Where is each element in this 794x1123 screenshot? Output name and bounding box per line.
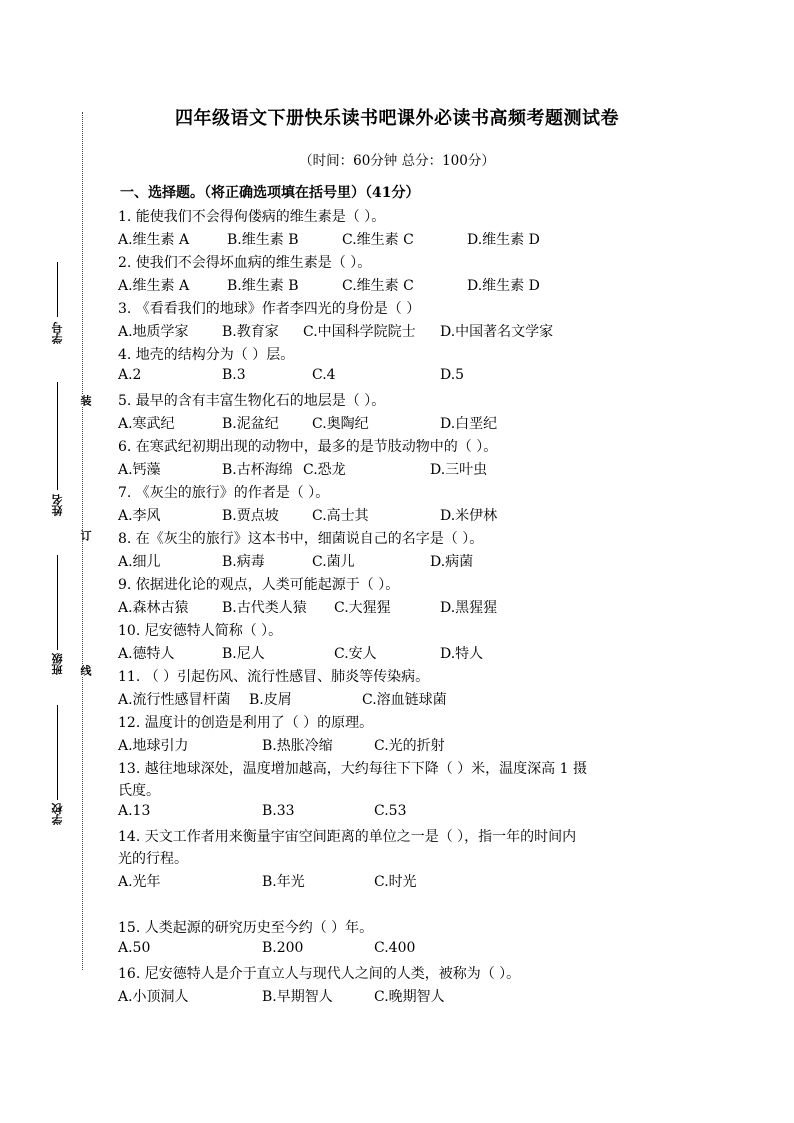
question-15-option-a: A.50: [118, 940, 151, 956]
binding-dotted-line: [82, 112, 83, 970]
page-subtitle: （时间：60分钟 总分：100分）: [299, 153, 495, 169]
question-5-option-a: A.寒武纪: [118, 416, 175, 432]
question-10-option-b: B.尼人: [222, 646, 265, 662]
school-label: 学校: [51, 803, 64, 825]
question-12-option-c: C.光的折射: [374, 738, 445, 754]
question-7-option-c: C.高士其: [312, 508, 369, 524]
question-8-stem: 8. 在《灰尘的旅行》这本书中，细菌说自己的名字是（ ）。: [118, 531, 484, 547]
question-1-option-b: B.维生素 B: [227, 232, 299, 248]
question-15-stem: 15. 人类起源的研究历史至今约（ ）年。: [118, 920, 374, 936]
question-14-option-a: A.光年: [118, 874, 161, 890]
binding-word-xian: 线: [79, 665, 92, 676]
question-13-option-a: A.13: [118, 803, 151, 819]
question-10-option-d: D.特人: [440, 646, 484, 662]
question-11-option-c: C.溶血链球菌: [362, 692, 447, 708]
question-4-option-a: A.2: [118, 367, 142, 383]
question-6-stem: 6. 在寒武纪初期出现的动物中，最多的是节肢动物中的（ ）。: [118, 439, 498, 455]
question-2-option-c: C.维生素 C: [342, 278, 414, 294]
question-5-option-d: D.白垩纪: [440, 416, 498, 432]
question-11-option-b: B.皮屑: [249, 692, 292, 708]
question-3-option-b: B.教育家: [222, 324, 279, 340]
question-8-option-d: D.病菌: [430, 554, 474, 570]
question-3-stem: 3. 《看看我们的地球》作者李四光的身份是（ ）: [118, 301, 421, 317]
question-8-option-c: C.菌儿: [312, 554, 355, 570]
question-11-option-a: A.流行性感冒杆菌: [118, 692, 231, 708]
question-6-option-a: A.钙藻: [118, 462, 161, 478]
question-6-option-c: C.恐龙: [303, 462, 346, 478]
question-2-stem: 2. 使我们不会得坏血病的维生素是（ ）。: [118, 255, 372, 271]
student-id-underline: [57, 262, 58, 317]
question-14-option-b: B.年光: [262, 874, 305, 890]
question-7-option-d: D.米伊林: [440, 508, 498, 524]
question-9-option-d: D.黑猩猩: [440, 600, 498, 616]
question-16-stem: 16. 尼安德特人是介于直立人与现代人之间的人类，被称为（ ）。: [118, 966, 521, 982]
section-heading: 一、选择题。（将正确选项填在括号里）（41分）: [120, 185, 420, 201]
question-5-option-c: C.奥陶纪: [312, 416, 369, 432]
class-label: 班级: [51, 653, 64, 675]
question-3-option-d: D.中国著名文学家: [440, 324, 554, 340]
question-13-option-b: B.33: [262, 803, 295, 819]
question-12-option-b: B.热胀冷缩: [262, 738, 333, 754]
question-3-option-c: C.中国科学院院士: [303, 324, 416, 340]
question-1-stem: 1. 能使我们不会得佝偻病的维生素是（ ）。: [118, 209, 386, 225]
question-7-stem: 7. 《灰尘的旅行》的作者是（ ）。: [118, 485, 330, 501]
question-4-option-c: C.4: [312, 367, 336, 383]
question-14-option-c: C.时光: [374, 874, 417, 890]
question-10-option-c: C.安人: [334, 646, 377, 662]
question-9-stem: 9. 依据进化论的观点，人类可能起源于（ ）。: [118, 577, 400, 593]
question-13-stem: 13. 越往地球深处，温度增加越高，大约每往下下降（ ）米，温度深高 1 摄: [118, 761, 587, 777]
question-13-option-c: C.53: [374, 803, 407, 819]
question-9-option-b: B.古代类人猿: [222, 600, 307, 616]
class-underline: [57, 555, 58, 650]
question-4-stem: 4. 地壳的结构分为（ ）层。: [118, 347, 295, 363]
question-4-option-b: B.3: [222, 367, 246, 383]
question-7-option-a: A.李风: [118, 508, 161, 524]
question-14-stem: 14. 天文工作者用来衡量宇宙空间距离的单位之一是（ ），指一年的时间内: [118, 829, 577, 845]
question-3-option-a: A.地质学家: [118, 324, 189, 340]
question-10-stem: 10. 尼安德特人简称（ ）。: [118, 623, 283, 639]
question-6-option-d: D.三叶虫: [430, 462, 488, 478]
question-12-option-a: A.地球引力: [118, 738, 189, 754]
question-9-option-a: A.森林古猿: [118, 600, 189, 616]
question-1-option-d: D.维生素 D: [467, 232, 540, 248]
question-5-option-b: B.泥盆纪: [222, 416, 279, 432]
question-12-stem: 12. 温度计的创造是利用了（ ）的原理。: [118, 715, 374, 731]
question-1-option-a: A.维生素 A: [118, 232, 190, 248]
question-16-option-b: B.早期智人: [262, 989, 333, 1005]
question-6-option-b: B.古杯海绵: [222, 462, 293, 478]
question-16-option-c: C.晚期智人: [374, 989, 445, 1005]
page-title: 四年级语文下册快乐读书吧课外必读书高频考题测试卷: [175, 108, 619, 129]
question-1-option-c: C.维生素 C: [342, 232, 414, 248]
question-4-option-d: D.5: [440, 367, 465, 383]
binding-word-zhuang: 装: [79, 395, 92, 406]
student-id-label: 学号: [51, 322, 64, 344]
name-label: 姓名: [51, 494, 64, 516]
question-15-option-c: C.400: [374, 940, 416, 956]
question-2-option-d: D.维生素 D: [467, 278, 540, 294]
question-2-option-a: A.维生素 A: [118, 278, 190, 294]
question-15-option-b: B.200: [262, 940, 304, 956]
question-8-option-b: B.病毒: [222, 554, 265, 570]
binding-word-ding: 订: [79, 530, 92, 541]
question-7-option-b: B.贾点坡: [222, 508, 279, 524]
question-13-stem-continued: 氏度。: [118, 783, 160, 799]
question-9-option-c: C.大猩猩: [334, 600, 391, 616]
question-11-stem: 11. （ ）引起伤风、流行性感冒、肺炎等传染病。: [118, 669, 430, 685]
question-10-option-a: A.德特人: [118, 646, 175, 662]
name-underline: [57, 382, 58, 490]
question-14-stem-continued: 光的行程。: [118, 851, 188, 867]
question-8-option-a: A.细儿: [118, 554, 161, 570]
question-5-stem: 5. 最早的含有丰富生物化石的地层是（ ）。: [118, 393, 386, 409]
question-2-option-b: B.维生素 B: [227, 278, 299, 294]
question-16-option-a: A.小顶洞人: [118, 989, 189, 1005]
school-underline: [57, 705, 58, 800]
